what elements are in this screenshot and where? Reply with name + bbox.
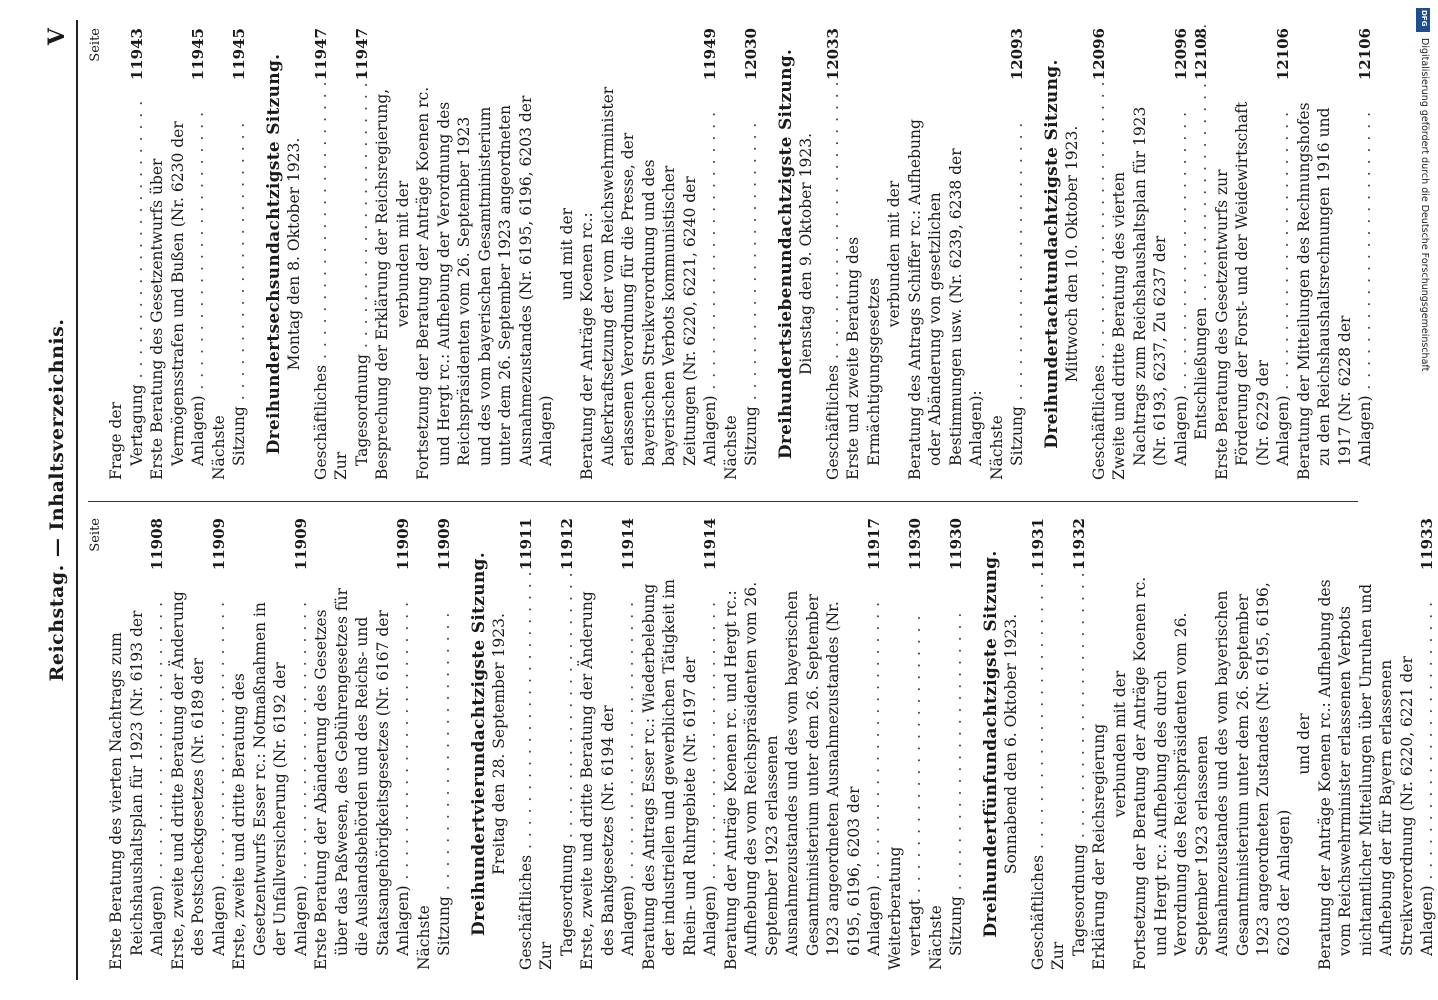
toc-entry: Beratung des Antrags Schiffer rc.: Aufhebung oder Abänderung von gesetzlichen Bestimmungen usw. (Nr. 6239, 6238 der Anlagen): (905, 119, 985, 480)
left-entries-3 (1028, 518, 1090, 970)
toc-entry (311, 28, 332, 480)
entry-text: Erste Beratung des Gesetzentwurfs über Vermögensstrafen und Bußen (Nr. 6230 der Anlagen) . . . (147, 86, 209, 480)
page-number: V (44, 28, 70, 46)
toc-entry (823, 28, 844, 480)
entry-text: Zur Tagesordnung . . . (536, 576, 577, 970)
session-date: Freitag den 28. September 1923. (490, 613, 508, 875)
session-title: Dreihundertfünfundachtzigste Sitzung. (980, 550, 1001, 938)
entry-text: Nächste Sitzung . . . (414, 576, 455, 970)
toc-entry: Besprechung der Erklärung der Reichsregierung, (373, 88, 391, 480)
toc-entry (1089, 28, 1110, 480)
page-ref: 11932 (1069, 518, 1088, 571)
page-ref: 11947 (352, 28, 371, 81)
toc-entry: Erklärung der Reichsregierung (1090, 723, 1108, 970)
page-ref: 11949 (701, 28, 719, 81)
session-date: Sonnabend den 6. Oktober 1923. (1002, 613, 1020, 875)
entry-text: Geschäftliches . . . (823, 86, 844, 480)
toc-entry (147, 28, 209, 480)
toc-entry (1294, 28, 1376, 480)
page-ref: 11930 (947, 518, 965, 571)
header-title: Reichstag. — Inhaltsverzeichnis. (46, 318, 68, 682)
right-entries-4 (823, 28, 844, 480)
entry-text: Geschäftliches . . . (311, 86, 332, 480)
page-ref: 11930 (906, 518, 924, 571)
toc-entry (639, 518, 721, 970)
page-ref: 12093 (1008, 28, 1026, 81)
toc-entry (168, 518, 230, 970)
page-ref: 12096 (1089, 28, 1108, 81)
right-entries-3 (577, 28, 762, 480)
toc-entry (577, 28, 721, 480)
entry-text: Zur Tagesordnung . . . (1048, 576, 1089, 970)
page-ref: 11931 (1028, 518, 1047, 571)
session-title: Dreihundertsechsundachtzigste Sitzung. (263, 53, 284, 455)
connector-text: verbunden mit der (1110, 670, 1129, 818)
page-ref: 11909 (394, 518, 412, 571)
column-divider (88, 501, 1358, 502)
seite-label-right: Seite (88, 28, 103, 62)
toc-entry: Fortsetzung der Beratung der Anträge Koenen rc. und Hergt rc.: Aufhebung der Verordnung des Reichspräsidenten vom 26. September 1923 und des vom bayerischen Gesamtministerium unter dem 26. September 1923 angeordneten Ausnahmezustandes (Nr. 6195, 6196, 6203 der Anlagen) (414, 86, 555, 480)
page-ref: 11911 (516, 518, 535, 571)
right-entries-2 (311, 28, 373, 480)
page-ref: 12033 (823, 28, 842, 81)
toc-entry: Erste und zweite Beratung des Ermächtigungsgesetzes (844, 236, 883, 480)
toc-entry (885, 518, 926, 970)
toc-entry (229, 518, 311, 970)
connector-text: und mit der (557, 207, 576, 301)
toc-entry (721, 28, 762, 480)
entry-text: Geschäftliches . . . (1028, 576, 1049, 970)
toc-entry (106, 28, 147, 480)
toc-entry (209, 28, 250, 480)
entry-text: Zur Tagesordnung . . . (331, 86, 372, 480)
toc-entry (1048, 518, 1089, 970)
toc-entry (1028, 518, 1049, 970)
entry-text: Erste Beratung des vierten Nachtrags zum Reichshaushaltsplan für 1923 (Nr. 6193 der Anlagen) . . . (106, 576, 168, 970)
page-ref: 11908 (148, 518, 166, 571)
page-ref: 11912 (557, 518, 576, 571)
entry-text: Erste Beratung der Abänderung des Gesetzes über das Paßwesen, des Gebührengesetzes für die Auslandsbehörden und des Reichs- und Staatsangehörigkeitsgesetzes (Nr. 6167 der Anlagen) . . . (311, 576, 414, 970)
entry-text: Erste, zweite und dritte Beratung der Änderung des Bankgesetzes (Nr. 6194 der Anlagen) . . . (577, 576, 639, 970)
page-ref: 11914 (701, 518, 719, 571)
toc-entry (926, 518, 967, 970)
entry-text: Beratung der Anträge Koenen rc.: Außerkraftsetzung der vom Reichswehrminister erlassenen Verordnung für die Presse, der bayerischen Streikverordnung und des bayerischen Verbots kommunistischer Zeitungen (Nr. 6220, 6221, 6240 der Anlagen) . . . (577, 86, 721, 480)
entry-text: Nächste Sitzung . . . (209, 86, 250, 480)
session-date: Dienstag den 9. Oktober 1923. (797, 133, 815, 375)
session-title: Dreihundertachtundachtzigste Sitzung. (1041, 59, 1062, 449)
entry-text: Zweite und dritte Beratung des vierten Nachtrags zum Reichshaushaltsplan für 1923 (Nr. 6193, 6237, Zu 6237 der Anlagen) . . . (1109, 86, 1191, 480)
connector-text: verbunden mit der (885, 180, 903, 328)
toc-entry (311, 518, 414, 970)
toc-entry (577, 518, 639, 970)
entry-text: Erste, zweite und dritte Beratung des Gesetzentwurfs Esser rc.: Notmaßnahmen in der Unfallversicherung (Nr. 6192 der Anlagen) . . . (229, 576, 311, 970)
right-column (88, 28, 1376, 480)
session-date: Mittwoch den 10. Oktober 1923. (1063, 125, 1081, 383)
toc-entry: Entschließungen . . . 12108 (1191, 28, 1212, 480)
entry-text: Weiterberatung vertagt . . . (885, 576, 926, 970)
page-ref: 11945 (189, 28, 207, 81)
entry-text: Beratung der Mitteilungen des Rechnungshofes zu den Reichshaushaltsrechnungen 1916 und 1917 (Nr. 6228 der Anlagen) . . . (1294, 86, 1376, 480)
page-ref: 11917 (865, 518, 883, 571)
toc-entry (1109, 28, 1191, 480)
toc-entry (414, 518, 455, 970)
dfg-sidebar (1416, 8, 1430, 428)
left-entries-1 (106, 518, 455, 970)
page-ref: 11945 (230, 28, 248, 81)
connector-text: und der (1295, 713, 1313, 775)
page-ref: 11947 (311, 28, 330, 81)
toc-entry (331, 28, 372, 480)
page-ref: 12106 (1274, 28, 1292, 81)
right-entries-1 (106, 28, 250, 480)
entry-text: Erste Beratung des Gesetzentwurfs zur Förderung der Forst- und der Weidewirtschaft (Nr. 6229 der Anlagen) . . . (1212, 86, 1294, 480)
toc-entry (516, 518, 537, 970)
session-title: Dreihundertsiebenundachtzigste Sitzung. (775, 48, 796, 460)
entry-text: Frage der Vertagung . . . (106, 86, 147, 480)
session-title: Dreihundertvierundachtzigste Sitzung. (468, 552, 489, 936)
seite-label-left: Seite (88, 518, 103, 552)
toc-entry (721, 518, 885, 970)
page-ref: 12030 (742, 28, 760, 81)
toc-entry (536, 518, 577, 970)
entry-text: Geschäftliches . . . (516, 576, 537, 970)
toc-entry (1212, 28, 1294, 480)
page-ref: 11909 (209, 518, 228, 571)
left-entries-2 (516, 518, 967, 970)
session-date: Montag den 8. Oktober 1923. (285, 137, 303, 371)
page-ref: 11909 (291, 518, 310, 571)
toc-entry: Fortsetzung der Beratung der Anträge Koenen rc. und Hergt rc.: Aufhebung des durch Verordnung des Reichspräsidenten vom 26. September 1923 erlassenen Ausnahmezustandes und des vom bayerischen Gesamtministerium unter dem 26. September 1923 angeordneten Zustandes (Nr. 6195, 6196, 6203 der Anlagen) (1131, 576, 1293, 970)
toc-entry (106, 518, 168, 970)
right-entries-6 (1089, 28, 1192, 480)
entry-text: Geschäftliches . . . (1089, 86, 1110, 480)
page-ref: 11909 (435, 518, 453, 571)
page-ref: 12108 (1192, 28, 1210, 81)
page-ref: 11943 (127, 28, 146, 81)
page-ref: 12106 (1356, 28, 1374, 81)
toc-entry (987, 28, 1028, 480)
right-entries-7 (1212, 28, 1376, 480)
page-ref: 12096 (1171, 28, 1190, 81)
toc-entry: Beratung der Anträge Koenen rc.: Aufhebung des vom Reichswehrminister erlassenen Verbots nichtamtlicher Mitteilungen über Unruhen und Aufhebung der für Bayern erlassenen Streikverordnung (Nr. 6220, 6221 der Anlagen) . . . 11933 (1315, 518, 1438, 970)
entry-text: Nächste Sitzung . . . (721, 86, 762, 480)
left-column (88, 518, 1438, 970)
dfg-credit-text: Digitalisierung gefördert durch die Deutsche Forschungsgemeinschaft (1419, 38, 1430, 372)
connector-text: verbunden mit der (393, 180, 412, 328)
page-ref: 11933 (1418, 518, 1436, 571)
page-header (40, 20, 78, 980)
entry-text: Beratung des Antrags Esser rc.: Wiederbelebung der industriellen und gewerblichen Tätigkeit im Rhein- und Ruhrgebiete (Nr. 6197 der Anlagen) . . . (639, 576, 721, 970)
dfg-logo: DFG (1416, 8, 1430, 32)
entry-text: Erste, zweite und dritte Beratung der Änderung des Postscheckgesetzes (Nr. 6189 der Anlagen) . . . (168, 576, 230, 970)
entry-text: Nächste Sitzung . . . (987, 86, 1028, 480)
entry-text: Nächste Sitzung . . . (926, 576, 967, 970)
page-ref: 11914 (619, 518, 637, 571)
right-entries-5 (987, 28, 1028, 480)
entry-text: Beratung der Anträge Koenen rc. und Hergt rc.: Aufhebung des vom Reichspräsidenten vom 26. September 1923 erlassenen Ausnahmezustandes und des vom bayerischen Gesamtministerium unter dem 26. September 1923 angeordneten Ausnahmezustandes (Nr. 6195, 6196, 6203 der Anlagen) . . . (721, 576, 885, 970)
